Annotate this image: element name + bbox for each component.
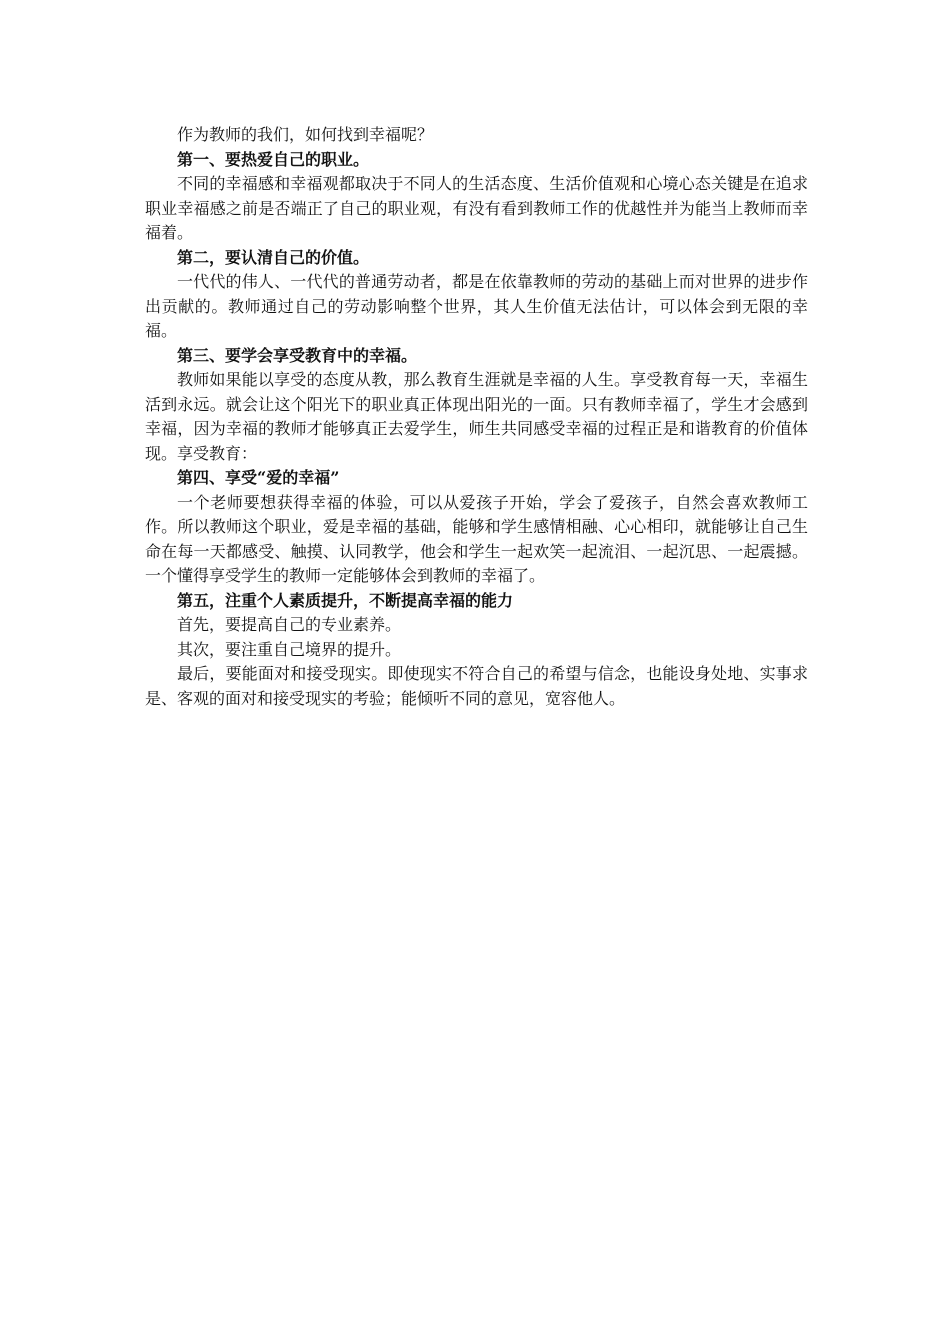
section-body-5-last: 最后，要能面对和接受现实。即使现实不符合自己的希望与信念，也能设身处地、实事求是、客观的面对和接受现实的考验；能倾听不同的意见，宽容他人。 — [145, 664, 808, 708]
document-body — [145, 123, 808, 711]
section-body-2: 一代代的伟人、一代代的普通劳动者，都是在依靠教师的劳动的基础上而对世界的进步作出贡献的。教师通过自己的劳动影响整个世界，其人生价值无法估计，可以体会到无限的幸福。 — [145, 272, 808, 340]
section-heading-2: 第二，要认清自己的价值。 — [177, 247, 370, 267]
section-heading-3: 第三、要学会享受教育中的幸福。 — [177, 345, 418, 365]
section-body-3: 教师如果能以享受的态度从教，那么教育生涯就是幸福的人生。享受教育每一天，幸福生活到永远。就会让这个阳光下的职业真正体现出阳光的一面。只有教师幸福了，学生才会感到幸福，因为幸福的教师才能够真正去爱学生，师生共同感受幸福的过程正是和谐教育的价值体现。享受教育： — [145, 370, 808, 463]
intro-question: 作为教师的我们，如何找到幸福呢？ — [177, 125, 434, 144]
section-body-1: 不同的幸福感和幸福观都取决于不同人的生活态度、生活价值观和心境心态关键是在追求职业幸福感之前是否端正了自己的职业观，有没有看到教师工作的优越性并为能当上教师而幸福着。 — [145, 174, 808, 242]
section-heading-4: 第四、享受“爱的幸福” — [177, 468, 340, 487]
section-heading-1: 第一、要热爱自己的职业。 — [177, 149, 370, 169]
section-heading-5: 第五，注重个人素质提升，不断提高幸福的能力 — [177, 590, 514, 610]
section-body-5-first: 首先，要提高自己的专业素养。 — [177, 615, 402, 634]
section-body-4: 一个老师要想获得幸福的体验，可以从爱孩子开始，学会了爱孩子，自然会喜欢教师工作。所以教师这个职业，爱是幸福的基础，能够和学生感情相融、心心相印，就能够让自己生命在每一天都感受、触摸、认同教学，他会和学生一起欢笑一起流泪、一起沉思、一起震撼。一个懂得享受学生的教师一定能够体会到教师的幸福了。 — [145, 492, 808, 585]
section-body-5-second: 其次，要注重自己境界的提升。 — [177, 639, 402, 659]
